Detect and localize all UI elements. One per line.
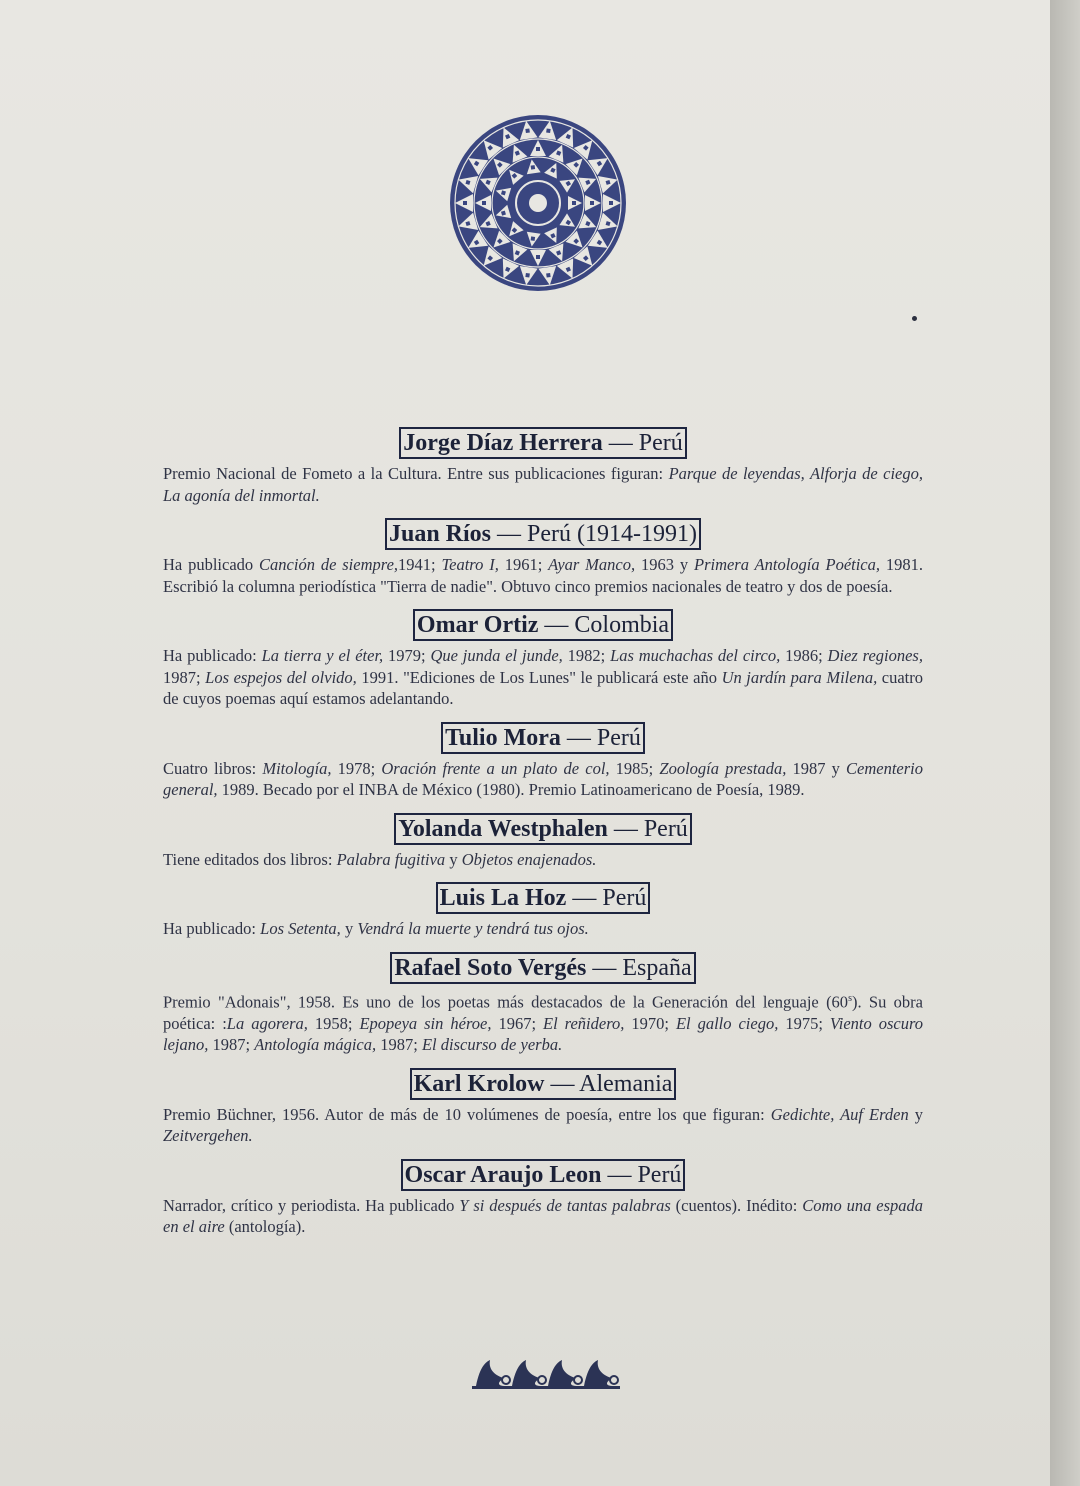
book-title: Las muchachas del circo, bbox=[610, 646, 781, 665]
heading-separator: — bbox=[497, 521, 522, 547]
author-entry bbox=[163, 882, 923, 940]
bio-text: 1986; bbox=[780, 646, 828, 665]
heading-separator: — bbox=[613, 815, 638, 842]
bio-text: 1961; bbox=[498, 555, 549, 574]
author-country: España bbox=[622, 954, 692, 981]
author-heading-box bbox=[385, 518, 701, 550]
author-list bbox=[163, 427, 923, 1250]
author-entry bbox=[163, 518, 923, 597]
book-title: Teatro I, bbox=[441, 555, 499, 574]
author-bio bbox=[163, 1195, 923, 1238]
author-bio bbox=[163, 463, 923, 506]
book-title: Los Setenta, bbox=[260, 919, 341, 938]
pre-columbian-emblem-icon bbox=[448, 88, 628, 318]
ornamental-vignette-icon bbox=[466, 1356, 626, 1392]
bio-text: y bbox=[445, 849, 462, 869]
heading-separator: — bbox=[592, 954, 617, 981]
author-entry bbox=[163, 427, 923, 506]
heading-separator: — bbox=[544, 612, 569, 638]
bio-text: 1987; bbox=[376, 1035, 422, 1054]
author-heading-row bbox=[163, 427, 923, 461]
ink-speck bbox=[912, 316, 917, 321]
bio-text: 1987; bbox=[163, 667, 206, 687]
bio-text: 1982; bbox=[562, 646, 611, 665]
bio-text: Premio "Adonais", 1958. Es uno de los poetas más destacados de la Generación del lenguaje (60 bbox=[163, 992, 849, 1011]
book-title: Primera Antología Poética, bbox=[693, 555, 881, 574]
author-country: Alemania bbox=[579, 1070, 673, 1097]
bio-text: s bbox=[848, 992, 852, 1004]
author-heading-box bbox=[441, 722, 645, 754]
heading-separator: — bbox=[550, 1070, 575, 1097]
bio-text: y bbox=[908, 1104, 923, 1124]
book-title: Gedichte, Auf Erden bbox=[770, 1104, 909, 1124]
author-bio bbox=[163, 918, 923, 940]
author-entry bbox=[163, 1159, 923, 1238]
book-title: Epopeya sin héroe, bbox=[359, 1013, 492, 1033]
bio-text: (antología). bbox=[224, 1217, 306, 1236]
bio-text: 1963 y bbox=[635, 555, 694, 574]
book-title: Antología mágica, bbox=[254, 1035, 377, 1054]
author-country: Perú bbox=[596, 724, 641, 751]
author-entry bbox=[163, 609, 923, 710]
author-name: Rafael Soto Vergés bbox=[394, 954, 587, 981]
book-title: Vendrá la muerte y tendrá tus ojos. bbox=[357, 919, 589, 938]
author-heading-row bbox=[163, 952, 923, 986]
book-title: Palabra fugitiva bbox=[336, 849, 446, 869]
bio-text: 1941; bbox=[398, 555, 442, 574]
author-heading-box bbox=[410, 1068, 677, 1100]
author-heading-box bbox=[413, 609, 673, 641]
author-bio bbox=[163, 554, 923, 597]
book-title: Los espejos del olvido, bbox=[205, 667, 357, 687]
book-title: La tierra y el éter, bbox=[261, 646, 384, 665]
book-title: Como una espada en el aire bbox=[163, 1195, 924, 1236]
bio-text: 1991. "Ediciones de Los Lunes" le publicará este año bbox=[356, 667, 722, 687]
book-title: Zeitvergehen. bbox=[163, 1126, 253, 1145]
author-entry bbox=[163, 952, 923, 1056]
bio-text: Narrador, crítico y periodista. Ha publicado bbox=[163, 1195, 460, 1215]
book-title: El gallo ciego, bbox=[675, 1013, 779, 1033]
author-heading-row bbox=[163, 813, 923, 847]
heading-separator: — bbox=[607, 1161, 632, 1188]
book-title: El discurso de yerba. bbox=[421, 1035, 563, 1054]
page-edge bbox=[1050, 0, 1080, 1486]
book-title: Objetos enajenados. bbox=[461, 849, 597, 869]
author-country: Perú (1914-1991) bbox=[527, 521, 697, 547]
bio-text: 1985; bbox=[609, 758, 660, 778]
book-title: Y si después de tantas palabras bbox=[459, 1195, 671, 1215]
author-country: Colombia bbox=[574, 612, 670, 638]
author-heading-row bbox=[163, 722, 923, 756]
author-heading-box bbox=[401, 1159, 686, 1191]
author-heading-row bbox=[163, 1068, 923, 1102]
author-heading-row bbox=[163, 1159, 923, 1193]
book-title: Parque de leyendas, Alforja de ciego, La agonía del inmortal. bbox=[163, 464, 923, 505]
bio-text: y bbox=[340, 919, 358, 938]
bio-text: 1978; bbox=[331, 758, 382, 778]
author-heading-box bbox=[394, 813, 692, 845]
bio-text: Premio Büchner, 1956. Autor de más de 10 volúmenes de poesía, entre los que figuran: bbox=[163, 1104, 771, 1124]
author-heading-box bbox=[436, 882, 651, 914]
bio-text: 1970; bbox=[624, 1013, 676, 1033]
author-heading-row bbox=[163, 518, 923, 552]
author-name: Tulio Mora bbox=[445, 724, 561, 751]
author-name: Jorge Díaz Herrera bbox=[403, 430, 603, 456]
author-bio bbox=[163, 1104, 923, 1147]
bio-text: 1958; bbox=[307, 1013, 360, 1033]
author-entry bbox=[163, 813, 923, 871]
author-name: Karl Krolow bbox=[413, 1070, 545, 1097]
bio-text: 1989. Becado por el INBA de México (1980). Premio Latinoamericano de Poesía, 1989. bbox=[217, 780, 805, 799]
book-title: Ayar Manco, bbox=[548, 555, 636, 574]
bio-text: 1987 y bbox=[786, 758, 847, 778]
bio-text: 1979; bbox=[383, 646, 431, 665]
author-country: Perú bbox=[638, 430, 683, 456]
author-country: Perú bbox=[643, 815, 688, 842]
book-title: Diez regiones, bbox=[827, 646, 923, 665]
bio-text: 1987; bbox=[208, 1035, 255, 1054]
bio-text: (cuentos). Inédito: bbox=[670, 1195, 803, 1215]
bio-text: Cuatro libros: bbox=[163, 758, 263, 778]
author-entry bbox=[163, 1068, 923, 1147]
bio-text: Tiene editados dos libros: bbox=[163, 849, 337, 869]
author-bio bbox=[163, 645, 923, 710]
author-name: Yolanda Westphalen bbox=[398, 815, 608, 842]
bio-text: 1967; bbox=[491, 1013, 544, 1033]
bio-text: 1975; bbox=[778, 1013, 830, 1033]
book-title: Canción de siempre, bbox=[259, 555, 399, 574]
heading-separator: — bbox=[572, 885, 597, 911]
heading-separator: — bbox=[566, 724, 591, 751]
book-title: El reñidero, bbox=[543, 1013, 625, 1033]
book-title: Viento oscuro lejano, bbox=[163, 1013, 924, 1054]
book-title: Cementerio general, bbox=[163, 758, 923, 799]
author-heading-row bbox=[163, 609, 923, 643]
book-title: Que junda el junde, bbox=[430, 646, 563, 665]
author-heading-row bbox=[163, 882, 923, 916]
author-heading-box bbox=[399, 427, 686, 459]
author-country: Perú bbox=[602, 885, 647, 911]
author-bio bbox=[163, 758, 923, 801]
book-title: Mitología, bbox=[262, 758, 332, 778]
book-title: Oración frente a un plato de col, bbox=[381, 758, 610, 778]
book-title: Un jardín para Milena, bbox=[721, 667, 878, 687]
author-name: Omar Ortiz bbox=[416, 612, 539, 638]
bio-text: cuatro de cuyos poemas aquí estamos adelantando. bbox=[163, 667, 923, 708]
bio-text: 1981. Escribió la columna periodística "Tierra de nadie". Obtuvo cinco premios nacionales de teatro y dos de poesía. bbox=[163, 555, 924, 596]
author-country: Perú bbox=[637, 1161, 682, 1188]
bio-text: Premio Nacional de Fometo a la Cultura. Entre sus publicaciones figuran: bbox=[163, 464, 669, 483]
author-name: Oscar Araujo Leon bbox=[404, 1161, 602, 1188]
heading-separator: — bbox=[608, 430, 633, 456]
bio-text: Ha publicado bbox=[163, 555, 260, 574]
bio-text: ). Su obra poética: : bbox=[163, 992, 923, 1033]
author-name: Juan Ríos bbox=[388, 521, 492, 547]
author-entry bbox=[163, 722, 923, 801]
bio-text: Ha publicado: bbox=[163, 646, 262, 665]
author-name: Luis La Hoz bbox=[439, 885, 567, 911]
author-bio bbox=[163, 988, 923, 1056]
book-title: Zoología prestada, bbox=[659, 758, 787, 778]
author-heading-box bbox=[390, 952, 695, 984]
author-bio bbox=[163, 849, 923, 871]
book-title: La agorera, bbox=[226, 1013, 308, 1033]
bio-text: Ha publicado: bbox=[163, 919, 261, 938]
